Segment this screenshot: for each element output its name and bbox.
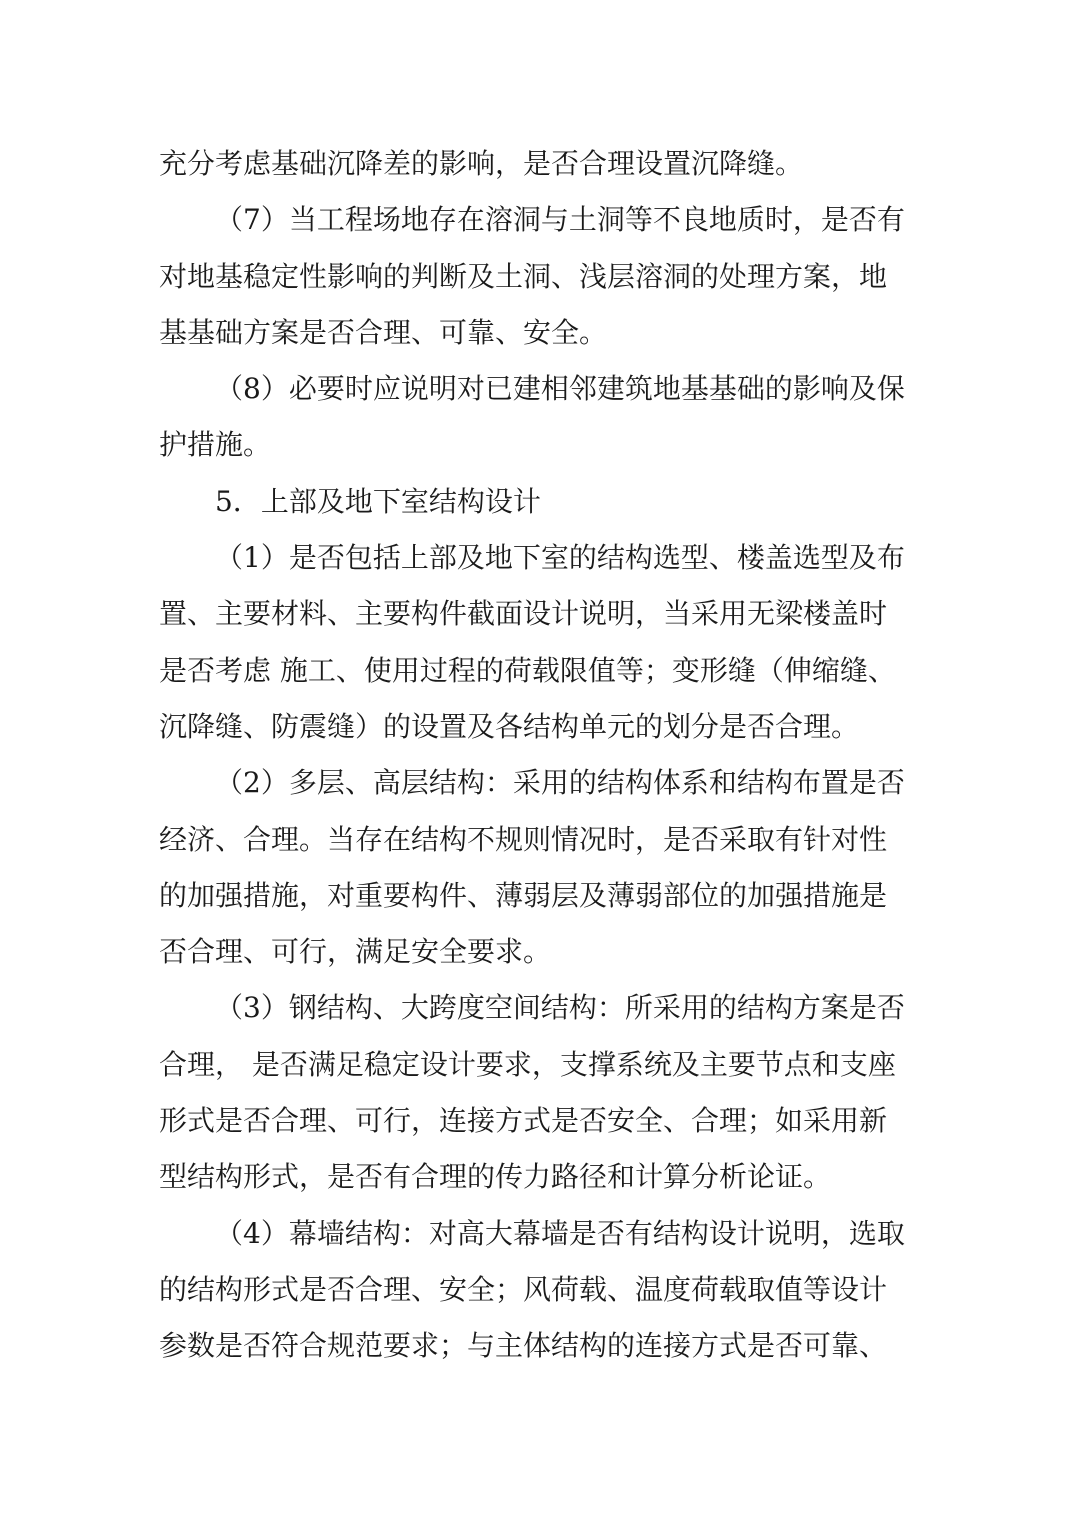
- text-line: 护措施。: [159, 428, 272, 462]
- section-heading: 5．上部及地下室结构设计: [215, 484, 541, 518]
- text-line: （4）幕墙结构：对高大幕墙是否有结构设计说明，选取: [215, 1216, 905, 1250]
- text-line: 沉降缝、防震缝）的设置及各结构单元的划分是否合理。: [159, 709, 860, 743]
- text-line: 充分考虑基础沉降差的影响，是否合理设置沉降缝。: [159, 147, 804, 180]
- body-text: [159, 136, 925, 1375]
- text-line: 经济、合理。当存在结构不规则情况时，是否采取有针对性: [159, 822, 888, 856]
- text-line: 型结构形式，是否有合理的传力路径和计算分析论证。: [159, 1160, 832, 1194]
- text-line: 的结构形式是否合理、安全；风荷载、温度荷载取值等设计: [159, 1272, 888, 1306]
- text-line: 的加强措施，对重要构件、薄弱层及薄弱部位的加强措施是: [159, 878, 888, 912]
- text-line: （8）必要时应说明对已建相邻建筑地基基础的影响及保: [215, 372, 905, 406]
- text-line: 否合理、可行，满足安全要求。: [159, 935, 552, 969]
- text-line: 参数是否符合规范要求；与主体结构的连接方式是否可靠、: [159, 1329, 888, 1363]
- text-line: 形式是否合理、可行，连接方式是否安全、合理；如采用新: [159, 1104, 888, 1138]
- text-line: （1）是否包括上部及地下室的结构选型、楼盖选型及布: [215, 541, 905, 575]
- text-line: （2）多层、高层结构：采用的结构体系和结构布置是否: [215, 766, 905, 800]
- text-line: 对地基稳定性影响的判断及土洞、浅层溶洞的处理方案，地: [159, 259, 888, 293]
- text-line: 合理， 是否满足稳定设计要求，支撑系统及主要节点和支座: [159, 1047, 896, 1081]
- text-line: （7）当工程场地存在溶洞与土洞等不良地质时，是否有: [215, 203, 905, 237]
- text-line: 是否考虑 施工、使用过程的荷载限值等；变形缝（伸缩缝、: [159, 653, 896, 687]
- text-line: 置、主要材料、主要构件截面设计说明，当采用无梁楼盖时: [159, 597, 888, 631]
- text-line: （3）钢结构、大跨度空间结构：所采用的结构方案是否: [215, 991, 905, 1025]
- text-line: 基基础方案是否合理、可靠、安全。: [159, 315, 608, 349]
